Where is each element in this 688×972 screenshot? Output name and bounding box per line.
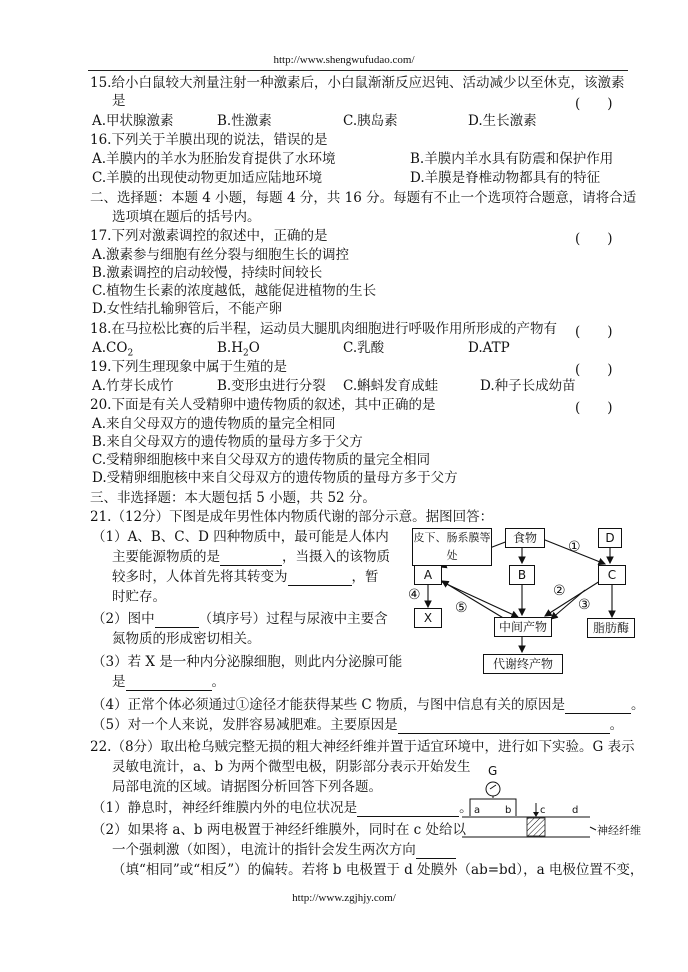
q20-option-b: B.来自父母双方的遗传物质的量母方多于父方 <box>92 434 363 450</box>
q21-part3-line2: 是 。 <box>112 674 225 690</box>
diagram-label-4: ④ <box>408 587 421 603</box>
q19-stem: 19.下列生理现象中属于生殖的是 <box>90 359 287 375</box>
q20-option-a: A.来自父母双方的遗传物质的量完全相同 <box>92 416 336 432</box>
q22-stem-line1: 22.（8分）取出枪乌贼完整无损的粗大神经纤维并置于适宜环境中，进行如下实验。G 表示 <box>90 739 635 755</box>
q21-part1-line1: （1）A、B、C、D 四种物质中，最可能是人体内 <box>92 529 389 545</box>
q19-option-a: A.竹芽长成竹 <box>92 378 174 394</box>
section-3-heading: 三、非选择题：本大题包括 5 小题，共 52 分。 <box>90 490 376 506</box>
diagram-label-d: d <box>572 805 579 816</box>
diagram-box-a: A <box>414 565 442 585</box>
q19-answer-paren: ( ) <box>575 362 613 378</box>
diagram-label-nerve-fiber: 神经纤维 <box>597 824 641 837</box>
q21-part4: （4）正常个体必须通过①途径才能获得某些 C 物质，与图中信息有关的原因是 。 <box>92 697 645 713</box>
q15-answer-paren: ( ) <box>575 96 613 112</box>
q15-option-c: C.胰岛素 <box>343 113 398 129</box>
q18-stem: 18.在马拉松比赛的后半程，运动员大腿肌肉细胞进行呼吸作用所形成的产物有 <box>90 321 557 337</box>
diagram-box-end-products: 代谢终产物 <box>483 654 563 674</box>
section-2-heading-cont: 选项填在题后的括号内。 <box>112 209 261 225</box>
q21-part1-line3: 较多时，人体首先将其转变为 ，暂 <box>112 569 379 585</box>
diagram-box-c: C <box>598 565 626 585</box>
q20-option-c: C.受精卵细胞核中来自父母双方的遗传物质的量完全相同 <box>92 452 431 468</box>
q20-answer-paren: ( ) <box>575 400 613 416</box>
q15-stem-cont: 是 <box>112 93 126 109</box>
q18-option-b: $B.H_2O$ <box>217 340 260 359</box>
diagram-box-food: 食物 <box>505 528 545 548</box>
q20-option-d: D.受精卵细胞核中来自父母双方的遗传物质的量母方多于父方 <box>92 470 458 486</box>
q15-option-a: A.甲状腺激素 <box>92 113 174 129</box>
q15-stem: 15.给小白鼠较大剂量注射一种激素后，小白鼠渐渐反应迟钝、活动减少以至休克，该激素 <box>90 75 625 91</box>
header-url: http://www.shengwufudao.com/ <box>273 54 415 66</box>
q19-option-b: B.变形虫进行分裂 <box>217 378 326 394</box>
diagram-label-1: ① <box>568 539 581 555</box>
q21-part3-line1: （3）若 X 是一种内分泌腺细胞，则此内分泌腺可能 <box>92 654 403 670</box>
q21-stem: 21.（12分）下图是成年男性体内物质代谢的部分示意。据图回答： <box>90 509 494 525</box>
q21-part2-line1: （2）图中 （填序号）过程与尿液中主要含 <box>92 611 388 627</box>
q22-stem-line2: 灵敏电流计，a、b 为两个微型电极，阴影部分表示开始发生 <box>112 759 471 775</box>
q19-option-c: C.蝌蚪发育成蛙 <box>343 378 439 394</box>
q16-option-a: A.羊膜内的羊水为胚胎发育提供了水环境 <box>92 151 336 167</box>
diagram-label-5: ⑤ <box>455 600 468 616</box>
q16-option-d: D.羊膜是脊椎动物都具有的特征 <box>410 170 601 186</box>
diagram-box-b: B <box>509 565 535 585</box>
diagram-box-x: X <box>414 608 442 628</box>
q17-stem: 17.下列对激素调控的叙述中，正确的是 <box>90 228 328 244</box>
q16-option-b: B.羊膜内羊水具有防震和保护作用 <box>410 151 614 167</box>
q22-part2-line1: （2）如果将 a、b 两电极置于神经纤维膜外，同时在 c 处给以 <box>92 822 467 838</box>
q16-option-c: C.羊膜的出现使动物更加适应陆地环境 <box>92 170 323 186</box>
q21-part2-line2: 氮物质的形成密切相关。 <box>112 631 261 647</box>
q15-option-b: B.性激素 <box>217 113 272 129</box>
footer-url: http://www.zgjhjy.com/ <box>292 892 396 904</box>
section-2-heading: 二、选择题：本题 4 小题，每题 4 分，共 16 分。每题有不止一个选项符合题意，请将合适 <box>90 190 637 206</box>
q19-option-d: D.种子长成幼苗 <box>480 378 576 394</box>
diagram-label-3: ③ <box>578 597 591 613</box>
q20-stem: 20.下面是有关人受精卵中遗传物质的叙述，其中正确的是 <box>90 397 436 413</box>
q22-stem-line3: 局部电流的区域。请据图分析回答下列各题。 <box>112 779 382 795</box>
q18-option-c: C.乳酸 <box>343 340 385 356</box>
q18-option-a: $A.CO_2$ <box>92 340 134 359</box>
q21-part1-line2: 主要能源物质的是 ，当摄入的该物质 <box>112 549 390 565</box>
q22-part2-line2: 一个强刺激（如图），电流计的指针会发生两次方向 <box>112 841 456 859</box>
q18-answer-paren: ( ) <box>575 324 613 340</box>
diagram-box-intermediate: 中间产物 <box>494 617 552 637</box>
q18-option-d: D.ATP <box>468 340 510 356</box>
diagram-label-g: G <box>488 764 498 778</box>
diagram-label-b: b <box>505 805 512 816</box>
q22-part2-line3: （填“相同”或“相反”）的偏转。若将 b 电极置于 d 处膜外（ab=bd），a 电极位置不变， <box>112 862 644 878</box>
q16-stem: 16.下列关于羊膜出现的说法，错误的是 <box>90 132 328 148</box>
q17-option-b: B.激素调控的启动较慢，持续时间较长 <box>92 265 323 281</box>
diagram-box-subcutaneous: 皮下、肠系膜等处 <box>412 528 492 566</box>
q21-part1-line4: 时贮存。 <box>112 589 166 605</box>
q15-option-d: D.生长激素 <box>468 113 537 129</box>
q17-option-d: D.女性结扎输卵管后，不能产卵 <box>92 301 283 317</box>
q22-part1: （1）静息时，神经纤维膜内外的电位状况是 。 <box>92 800 473 816</box>
diagram-box-lipase: 脂肪酶 <box>587 618 635 638</box>
diagram-label-a: a <box>474 805 481 816</box>
diagram-box-d: D <box>598 528 622 548</box>
q17-option-a: A.激素参与细胞有丝分裂与细胞生长的调控 <box>92 247 350 263</box>
q17-option-c: C.植物生长素的浓度越低，越能促进植物的生长 <box>92 283 377 299</box>
q17-answer-paren: ( ) <box>575 231 613 247</box>
q21-part5: （5）对一个人来说，发胖容易减肥难。主要原因是 。 <box>92 717 624 733</box>
diagram-label-c: c <box>540 805 546 816</box>
diagram-label-2: ② <box>553 583 566 599</box>
